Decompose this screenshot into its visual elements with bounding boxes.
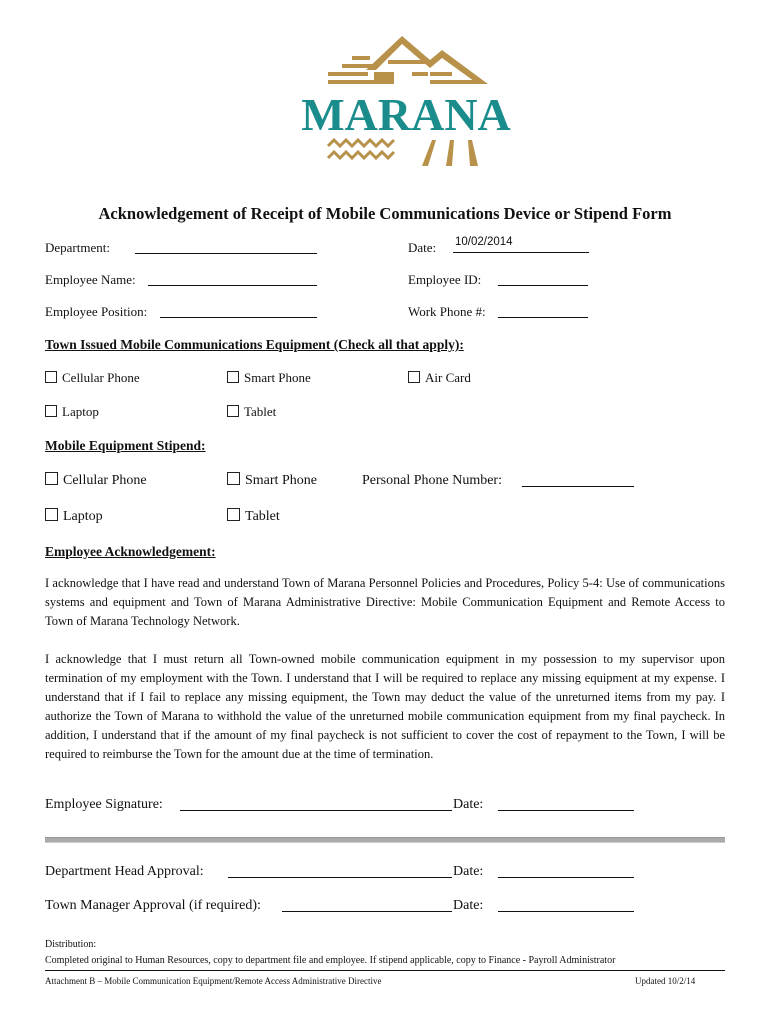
equipment-tablet-checkbox[interactable]: Tablet bbox=[227, 404, 276, 420]
dept-head-approval-label: Department Head Approval: bbox=[45, 864, 204, 879]
acknowledgement-heading: Employee Acknowledgement: bbox=[45, 544, 216, 559]
employee-signature-label: Employee Signature: bbox=[45, 797, 163, 812]
employee-signature-field[interactable] bbox=[180, 796, 452, 811]
equipment-smart-phone-checkbox[interactable]: Smart Phone bbox=[227, 370, 311, 386]
employee-id-label: Employee ID: bbox=[408, 272, 482, 287]
stipend-tablet-checkbox[interactable]: Tablet bbox=[227, 508, 280, 525]
stipend-cellular-phone-checkbox[interactable]: Cellular Phone bbox=[45, 472, 147, 489]
equipment-cellular-phone-checkbox[interactable]: Cellular Phone bbox=[45, 370, 140, 386]
footer-updated: Updated 10/2/14 bbox=[635, 976, 696, 986]
checkbox-icon bbox=[227, 405, 239, 417]
checkbox-icon bbox=[45, 508, 58, 521]
date-field[interactable]: 10/02/2014 bbox=[453, 236, 589, 253]
employee-id-field[interactable] bbox=[498, 271, 588, 286]
dept-head-approval-field[interactable] bbox=[228, 863, 452, 878]
employee-position-field[interactable] bbox=[160, 303, 317, 318]
dept-head-date-field[interactable] bbox=[498, 863, 634, 878]
checkbox-icon bbox=[227, 371, 239, 383]
employee-signature-date-label: Date: bbox=[453, 797, 484, 812]
equipment-laptop-checkbox[interactable]: Laptop bbox=[45, 404, 99, 420]
stipend-heading: Mobile Equipment Stipend: bbox=[45, 438, 206, 453]
section-divider bbox=[45, 837, 725, 843]
stipend-laptop-checkbox[interactable]: Laptop bbox=[45, 508, 103, 525]
town-manager-date-label: Date: bbox=[453, 898, 484, 913]
checkbox-icon bbox=[45, 405, 57, 417]
acknowledgement-paragraph-1: I acknowledge that I have read and understand Town of Marana Personnel Policies and Procedures, Policy 5-4: Use of communications systems and equipment and Town of Marana Administrative Directive: Mobile Communication Equipment and Remote Access to Town of Marana Technology Network. bbox=[45, 576, 725, 628]
work-phone-label: Work Phone #: bbox=[408, 304, 486, 319]
equipment-air-card-checkbox[interactable]: Air Card bbox=[408, 370, 471, 386]
employee-position-label: Employee Position: bbox=[45, 304, 148, 319]
town-manager-approval-field[interactable] bbox=[282, 897, 452, 912]
checkbox-icon bbox=[45, 472, 58, 485]
personal-phone-label: Personal Phone Number: bbox=[362, 473, 502, 488]
employee-signature-date-field[interactable] bbox=[498, 796, 634, 811]
town-manager-approval-label: Town Manager Approval (if required): bbox=[45, 898, 261, 913]
personal-phone-field[interactable] bbox=[522, 472, 634, 487]
logo-text: MARANA bbox=[301, 89, 511, 140]
checkbox-icon bbox=[408, 371, 420, 383]
department-label: Department: bbox=[45, 240, 110, 255]
work-phone-field[interactable] bbox=[498, 303, 588, 318]
checkbox-icon bbox=[227, 508, 240, 521]
department-field[interactable] bbox=[135, 239, 317, 254]
dept-head-date-label: Date: bbox=[453, 864, 484, 879]
form-title: Acknowledgement of Receipt of Mobile Communications Device or Stipend Form bbox=[98, 204, 672, 223]
marana-logo bbox=[301, 30, 511, 170]
employee-name-field[interactable] bbox=[148, 271, 317, 286]
footer-attachment: Attachment B – Mobile Communication Equipment/Remote Access Administrative Directive bbox=[45, 976, 382, 986]
checkbox-icon bbox=[227, 472, 240, 485]
employee-name-label: Employee Name: bbox=[45, 272, 136, 287]
distribution-label: Distribution: bbox=[45, 939, 97, 950]
acknowledgement-paragraph-2: I acknowledge that I must return all Town-owned mobile communication equipment in my possession to my supervisor upon termination of my employment with the Town. I understand that I will be required to replace any missing equipment at my expense. I understand that if I fail to replace any missing equipment, the Town may deduct the value of the unreturned items from my pay. I authorize the Town of Marana to withhold the value of the unreturned mobile communication equipment from my final paycheck. In addition, I understand that if the amount of my final paycheck is not sufficient to cover the cost of repayment to the Town, I will be required to reimburse the Town for the amount due at the time of termination. bbox=[45, 652, 725, 761]
checkbox-icon bbox=[45, 371, 57, 383]
town-manager-date-field[interactable] bbox=[498, 897, 634, 912]
footer-rule bbox=[45, 970, 725, 971]
date-label: Date: bbox=[408, 240, 437, 255]
equipment-heading: Town Issued Mobile Communications Equipment (Check all that apply): bbox=[45, 337, 464, 352]
stipend-smart-phone-checkbox[interactable]: Smart Phone bbox=[227, 472, 317, 489]
distribution-text: Completed original to Human Resources, copy to department file and employee. If stipend applicable, copy to Finance - Payroll Administrator bbox=[45, 955, 616, 966]
